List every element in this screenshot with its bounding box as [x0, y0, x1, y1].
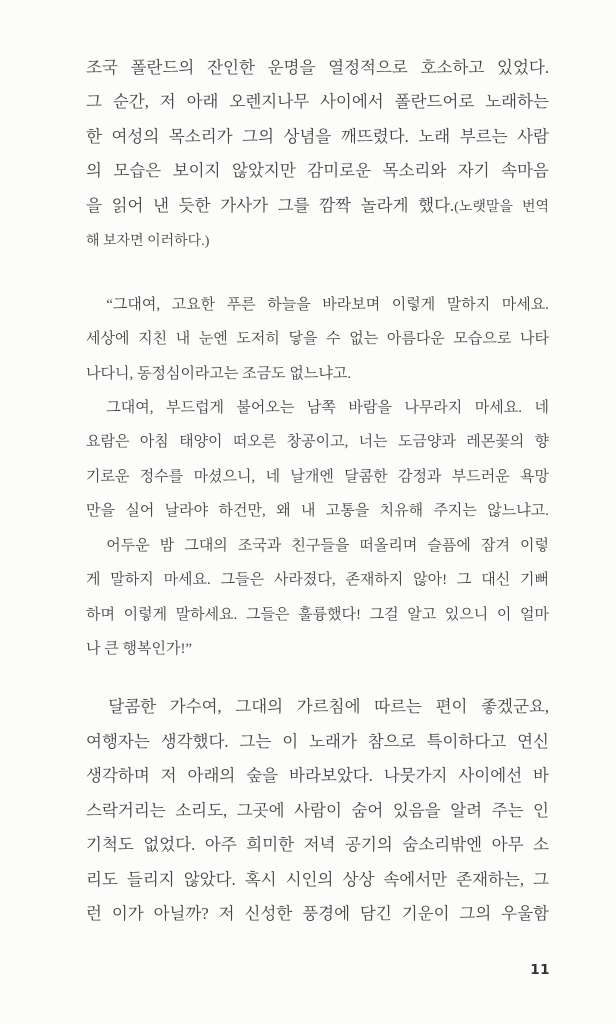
body-text: 어두운 밤 그대의 조국과 친구들을 떠올리며 슬픔에 잠겨 이렇 [106, 537, 549, 554]
body-text: 기척도 없었다. 아주 희미한 저녁 공기의 숨소리밖엔 아무 소 [86, 835, 549, 855]
text-line [86, 322, 549, 356]
text-line [86, 632, 549, 666]
paragraph-continued [86, 51, 549, 258]
body-text: 의 모습은 보이지 않았지만 감미로운 목소리와 자기 속마음 [86, 161, 549, 181]
text-line [86, 391, 549, 425]
body-text: 세상에 지친 내 눈엔 도저히 닿을 수 없는 아름다운 모습으로 나타 [86, 331, 549, 348]
body-text: 기로운 정수를 마셨으니, 네 날개엔 달콤한 감정과 부드러운 욕망 [86, 468, 549, 485]
body-text: 그대여, 부드럽게 불어오는 남쪽 바람을 나무라지 마세요. 네 [106, 399, 549, 416]
text-line [86, 690, 549, 724]
body-text: 여행자는 생각했다. 그는 이 노래가 참으로 특이하다고 연신 [86, 731, 549, 751]
body-text: 하며 이렇게 말하세요. 그들은 훌륭했다! 그걸 알고 있으니 이 얼마 [86, 606, 549, 623]
text-line [86, 120, 549, 154]
body-text: 조국 폴란드의 잔인한 운명을 열정적으로 호소하고 있었다. [86, 58, 549, 77]
text-line [86, 51, 549, 85]
body-text: 나다니, 동정심이라고는 조금도 없느냐고. [86, 365, 352, 382]
body-text: 달콤한 가수여, 그대의 가르침에 따르는 편이 좋겠군요, [108, 697, 549, 717]
text-line [86, 425, 549, 459]
text-line [86, 863, 549, 897]
body-text: 나 큰 행복인가!” [86, 641, 193, 657]
body-text: 그 순간, 저 아래 오렌지나무 사이에서 폴란드어로 노래하는 [86, 92, 549, 112]
page-number: 11 [530, 962, 550, 978]
text-column [86, 51, 549, 932]
body-text: 리도 들리지 않았다. 혹시 시인의 상상 속에서만 존재하는, 그 [86, 869, 549, 889]
text-line [86, 725, 549, 759]
paragraph-closing [86, 690, 549, 931]
song-quotation [86, 288, 549, 667]
text-line [86, 563, 549, 597]
body-text: 한 여성의 목소리가 그의 상념을 깨뜨렸다. 노래 부르는 사람 [86, 126, 549, 146]
body-text: 만을 실어 날라야 하건만, 왜 내 고통을 치유해 주지는 않느냐고. [86, 503, 549, 520]
body-text: 런 이가 아닐까? 저 신성한 풍경에 담긴 기운이 그의 우울함 [86, 904, 549, 924]
note-text: (노랫말을 번역 [454, 199, 549, 215]
text-line [86, 759, 549, 793]
text-line [86, 288, 549, 322]
body-text: 생각하며 저 아래의 숲을 바라보았다. 나뭇가지 사이에선 바 [86, 766, 549, 786]
text-line [86, 529, 549, 563]
text-line [86, 154, 549, 188]
text-line [86, 794, 549, 828]
body-text: 스락거리는 소리도, 그곳에 사람이 숨어 있음을 알려 주는 인 [86, 800, 549, 820]
body-text: 을 읽어 낸 듯한 가사가 그를 깜짝 놀라게 했다. [86, 195, 455, 215]
text-line [86, 85, 549, 119]
text-line [86, 223, 549, 257]
body-text: 요람은 아침 태양이 떠오른 창공이고, 너는 도금양과 레몬꽃의 향 [86, 434, 549, 451]
text-line [86, 357, 549, 391]
text-line [86, 460, 549, 494]
text-line [86, 828, 549, 862]
text-line [86, 189, 549, 223]
text-line [86, 897, 549, 931]
text-line [86, 494, 549, 528]
body-text: “그대여, 고요한 푸른 하늘을 바라보며 이렇게 말하지 마세요. [106, 296, 549, 313]
body-text: 게 말하지 마세요. 그들은 사라졌다, 존재하지 않아! 그 대신 기뻐 [86, 572, 549, 589]
text-line [86, 598, 549, 632]
note-text: 해 보자면 이러하다.) [86, 234, 210, 250]
